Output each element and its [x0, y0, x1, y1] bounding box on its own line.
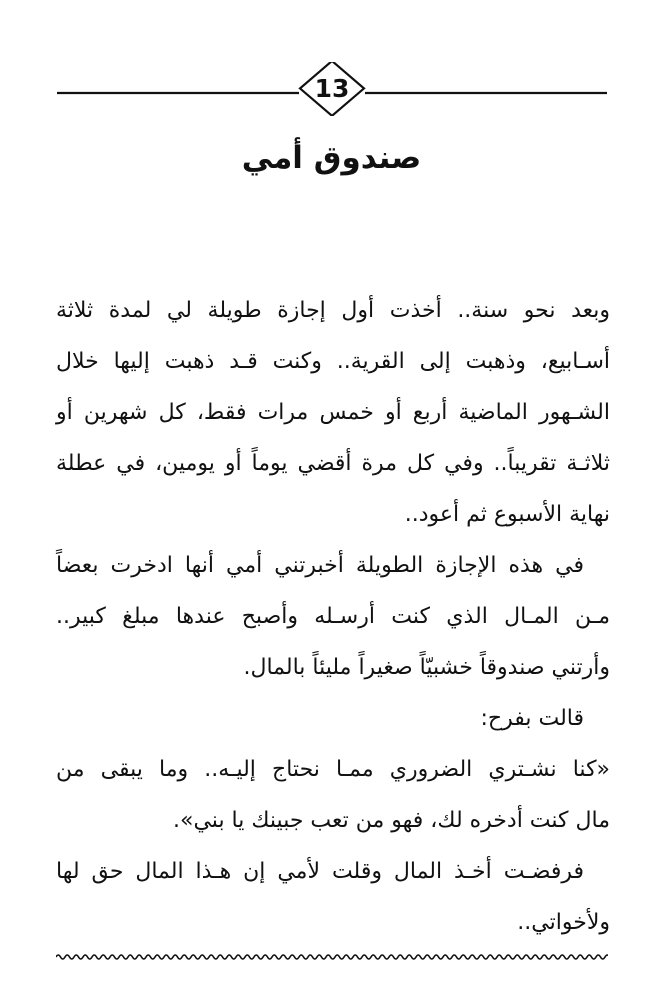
text-line: فرفضـت أخـذ المال وقلت لأمي إن هـذا المال حق لها [56, 859, 584, 884]
text-line: الشـهور الماضية أربع أو خمس مرات فقط، كل شهرين أو [56, 400, 610, 425]
chapter-header [57, 62, 607, 116]
chapter-body [56, 285, 610, 948]
text-line: ولأخواتي.. [517, 910, 610, 935]
text-line: نهاية الأسبوع ثم أعود.. [404, 502, 610, 527]
paragraph-5 [56, 846, 610, 948]
text-line: ثلاثـة تقريباً.. وفي كل مرة أقضي يوماً أو يومين، في عطلة [56, 451, 610, 476]
chapter-number: 13 [314, 74, 350, 103]
text-line: أسـابيع، وذهبت إلى القرية.. وكنت قـد ذهبت إليها خلال [56, 349, 610, 374]
wave-path [56, 955, 608, 959]
paragraph-3 [56, 693, 610, 744]
text-line: مال كنت أدخره لك، فهو من تعب جبينك يا بني». [173, 808, 610, 833]
text-line: مـن المـال الذي كنت أرسـله وأصبح عندها مبلغ كبير.. [56, 604, 610, 629]
text-line: وأرتني صندوقاً خشبيّاً صغيراً مليئاً بالمال. [243, 655, 610, 680]
text-line: في هذه الإجازة الطويلة أخبرتني أمي أنها ادخرت بعضاً [56, 553, 584, 578]
footer-wave-divider [56, 952, 608, 962]
text-line: «كنا نشـتري الضروري ممـا نحتاج إليـه.. وما يبقى من [56, 757, 610, 782]
paragraph-1 [56, 285, 610, 540]
paragraph-2 [56, 540, 610, 693]
text-line: وبعد نحو سنة.. أخذت أول إجازة طويلة لي لمدة ثلاثة [56, 298, 610, 323]
chapter-title: صندوق أمي [241, 140, 422, 176]
paragraph-4 [56, 744, 610, 846]
text-line: قالت بفرح: [480, 706, 584, 731]
